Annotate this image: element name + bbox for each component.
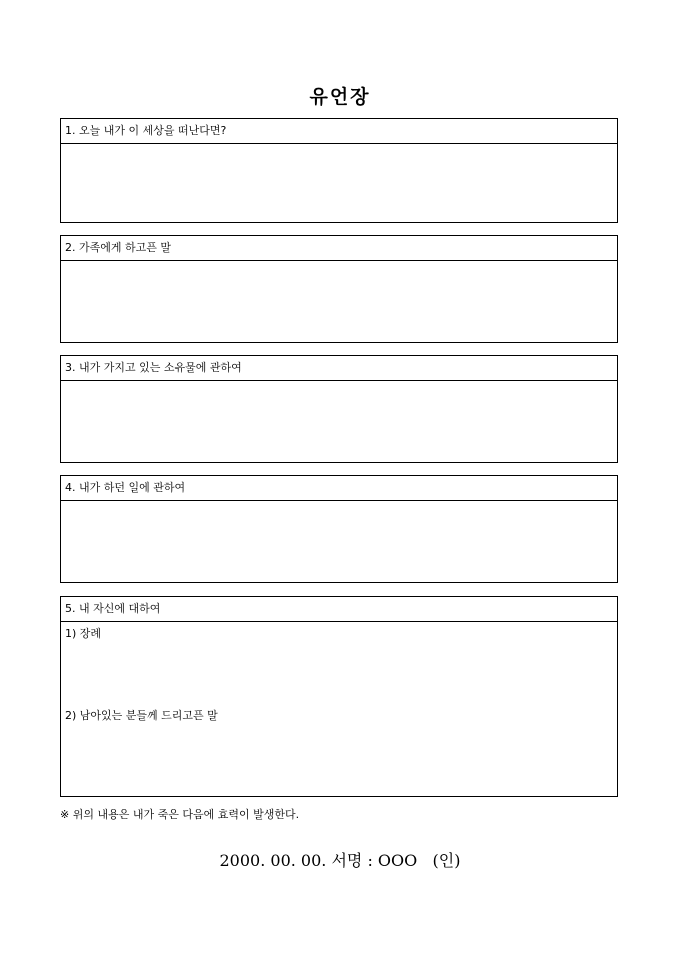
section-4-label: 4. 내가 하던 일에 관하여 (61, 476, 617, 501)
validity-note: ※ 위의 내용은 내가 죽은 다음에 효력이 발생한다. (60, 808, 300, 821)
signature-line: 2000. 00. 00. 서명 : OOO (인) (219, 851, 461, 870)
section-4 (60, 475, 618, 583)
section-3-label: 3. 내가 가지고 있는 소유물에 관하여 (61, 356, 617, 381)
section-2 (60, 235, 618, 343)
section-5-label: 5. 내 자신에 대하여 (61, 597, 617, 622)
funeral-subheading: 1) 장례 (65, 627, 102, 640)
section-5 (60, 596, 618, 797)
section-3 (60, 355, 618, 463)
message-subheading: 2) 남아있는 분들께 드리고픈 말 (65, 709, 218, 722)
section-1-label: 1. 오늘 내가 이 세상을 떠난다면? (61, 119, 617, 144)
section-1 (60, 118, 618, 223)
section-2-label: 2. 가족에게 하고픈 말 (61, 236, 617, 261)
document-title: 유언장 (309, 86, 371, 108)
